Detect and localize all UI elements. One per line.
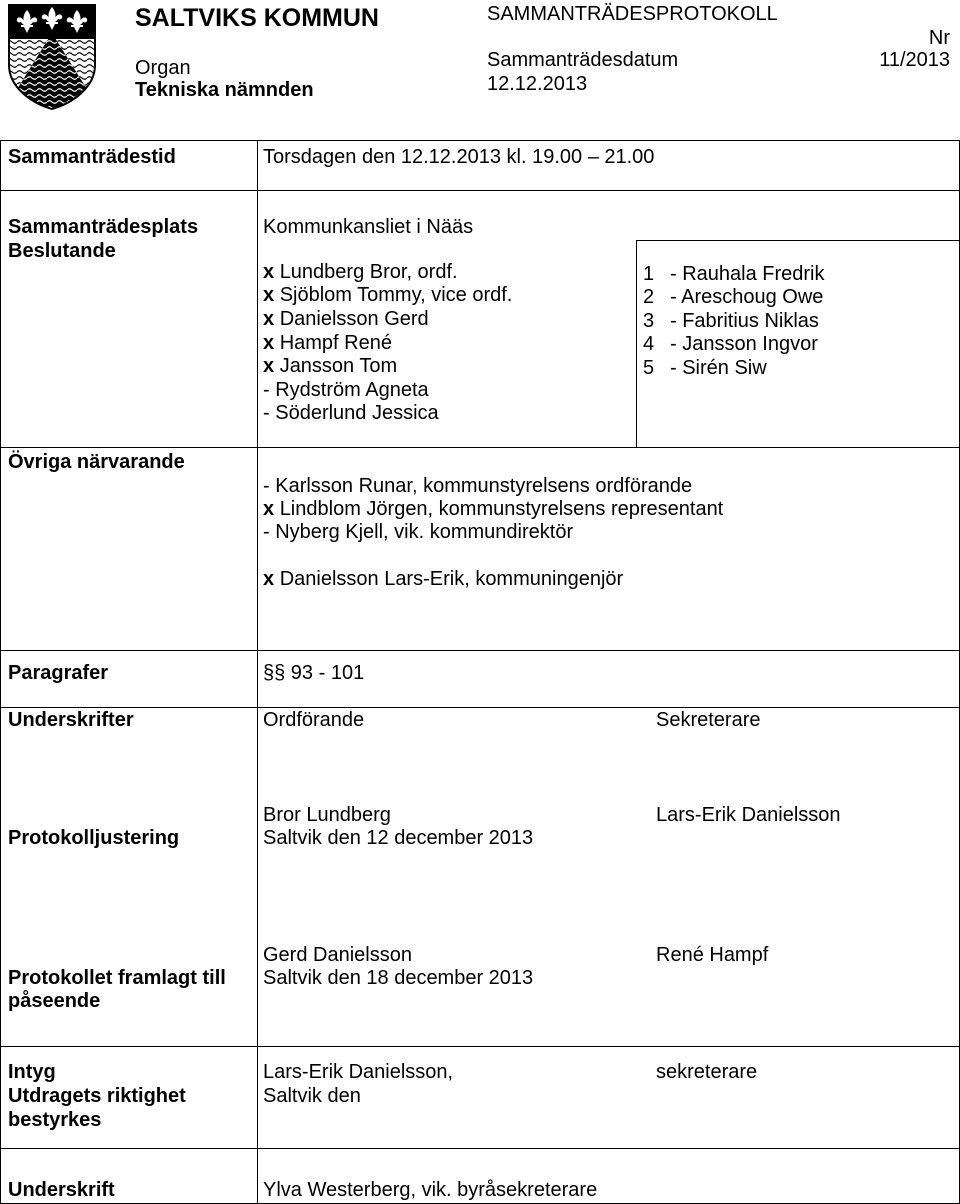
table-rule — [0, 1046, 960, 1047]
protocol-number: 11/2013 — [879, 49, 950, 71]
document-type: SAMMANTRÄDESPROTOKOLL — [487, 3, 778, 25]
other-present-text: Lindblom Jörgen, kommunstyrelsens representant — [279, 498, 724, 520]
paragraphs-value: §§ 93 - 101 — [263, 662, 365, 684]
attendance-mark: x — [263, 498, 275, 520]
municipality-name: SALTVIKS KOMMUN — [135, 4, 379, 32]
public-display-label: påseende — [8, 990, 101, 1012]
adjustment-place-date: Saltvik den 12 december 2013 — [263, 827, 534, 849]
table-rule — [0, 447, 960, 448]
adjuster-name: Gerd Danielsson — [263, 944, 412, 966]
attendance-mark: - — [263, 379, 270, 401]
adjuster-name: René Hampf — [656, 944, 769, 966]
table-rule — [0, 140, 960, 141]
table-rule — [636, 240, 960, 241]
chair-label: Ordförande — [263, 709, 365, 731]
attendance-mark: x — [263, 284, 275, 306]
member-name: Sjöblom Tommy, vice ordf. — [279, 284, 513, 306]
deputy-name: - Rauhala Fredrik — [670, 263, 825, 285]
other-present-item — [263, 498, 723, 521]
attendance-mark: - — [263, 402, 270, 424]
adjustment-label: Protokolljustering — [8, 827, 180, 849]
other-present-text: Danielsson Lars-Erik, kommuningenjör — [279, 568, 624, 590]
member-name: Hampf René — [279, 332, 392, 354]
deputy-number: 3 — [643, 310, 655, 332]
secretary-name: Lars-Erik Danielsson — [656, 804, 841, 826]
deputy-name: - Jansson Ingvor — [670, 333, 818, 355]
attendance-mark: x — [263, 332, 275, 354]
member-item — [263, 284, 512, 307]
member-name: Rydström Agneta — [275, 379, 429, 401]
signatures-label: Underskrifter — [8, 709, 134, 731]
certificate-sublabel: bestyrkes — [8, 1109, 102, 1131]
coat-of-arms-icon — [7, 3, 97, 111]
member-name: Lundberg Bror, ordf. — [279, 261, 458, 283]
table-rule — [0, 140, 1, 1204]
public-display-label: Protokollet framlagt till — [8, 967, 226, 989]
number-label: Nr — [928, 27, 950, 49]
member-item — [263, 332, 392, 355]
deputy-number: 4 — [643, 333, 655, 355]
meeting-place-label: Sammanträdesplats — [8, 216, 199, 238]
member-name: Söderlund Jessica — [275, 402, 439, 424]
table-rule — [257, 140, 258, 1204]
meeting-time: Torsdagen den 12.12.2013 kl. 19.00 – 21.00 — [263, 146, 655, 168]
other-present-item — [263, 521, 573, 544]
meeting-date: 12.12.2013 — [487, 73, 588, 95]
others-present-label: Övriga närvarande — [8, 451, 185, 473]
chair-name: Bror Lundberg — [263, 804, 391, 826]
member-item — [263, 308, 429, 331]
table-rule — [636, 240, 637, 447]
members-label: Beslutande — [8, 240, 116, 262]
other-present-text: Karlsson Runar, kommunstyrelsens ordförande — [275, 475, 693, 497]
other-present-item — [263, 475, 692, 498]
organ-label: Organ — [135, 57, 191, 79]
certificate-label: Intyg — [8, 1061, 56, 1083]
attendance-mark: - — [263, 521, 270, 543]
deputy-name: - Areschoug Owe — [670, 286, 824, 308]
extract-signer: Ylva Westerberg, vik. byråsekreterare — [263, 1179, 598, 1201]
paragraphs-label: Paragrafer — [8, 662, 109, 684]
attendance-mark: - — [263, 475, 270, 497]
member-name: Jansson Tom — [279, 355, 398, 377]
member-item — [263, 379, 429, 402]
other-present-text: Nyberg Kjell, vik. kommundirektör — [275, 521, 574, 543]
table-rule — [0, 707, 960, 708]
member-item — [263, 402, 439, 425]
deputy-number: 1 — [643, 263, 655, 285]
extract-signature-label: Underskrift — [8, 1179, 115, 1201]
table-rule — [0, 1148, 960, 1149]
member-name: Danielsson Gerd — [279, 308, 429, 330]
certifier-name: Lars-Erik Danielsson, — [263, 1061, 454, 1083]
other-present-item — [263, 568, 623, 591]
certificate-place-date: Saltvik den — [263, 1085, 361, 1107]
meeting-time-label: Sammanträdestid — [8, 146, 176, 168]
member-item — [263, 355, 397, 378]
attendance-mark: x — [263, 308, 275, 330]
date-label: Sammanträdesdatum — [487, 49, 679, 71]
deputy-name: - Fabritius Niklas — [670, 310, 819, 332]
deputy-name: - Sirén Siw — [670, 357, 767, 379]
attendance-mark: x — [263, 355, 275, 377]
table-rule — [0, 650, 960, 651]
table-rule — [0, 190, 960, 191]
member-item — [263, 261, 458, 284]
certifier-title: sekreterare — [656, 1061, 758, 1083]
organ-name: Tekniska nämnden — [135, 79, 314, 101]
attendance-mark: x — [263, 261, 275, 283]
meeting-place: Kommunkansliet i Nääs — [263, 216, 474, 238]
public-display-place-date: Saltvik den 18 december 2013 — [263, 967, 534, 989]
attendance-mark: x — [263, 568, 275, 590]
deputy-number: 5 — [643, 357, 655, 379]
deputy-number: 2 — [643, 286, 655, 308]
secretary-label: Sekreterare — [656, 709, 761, 731]
certificate-sublabel: Utdragets riktighet — [8, 1085, 186, 1107]
